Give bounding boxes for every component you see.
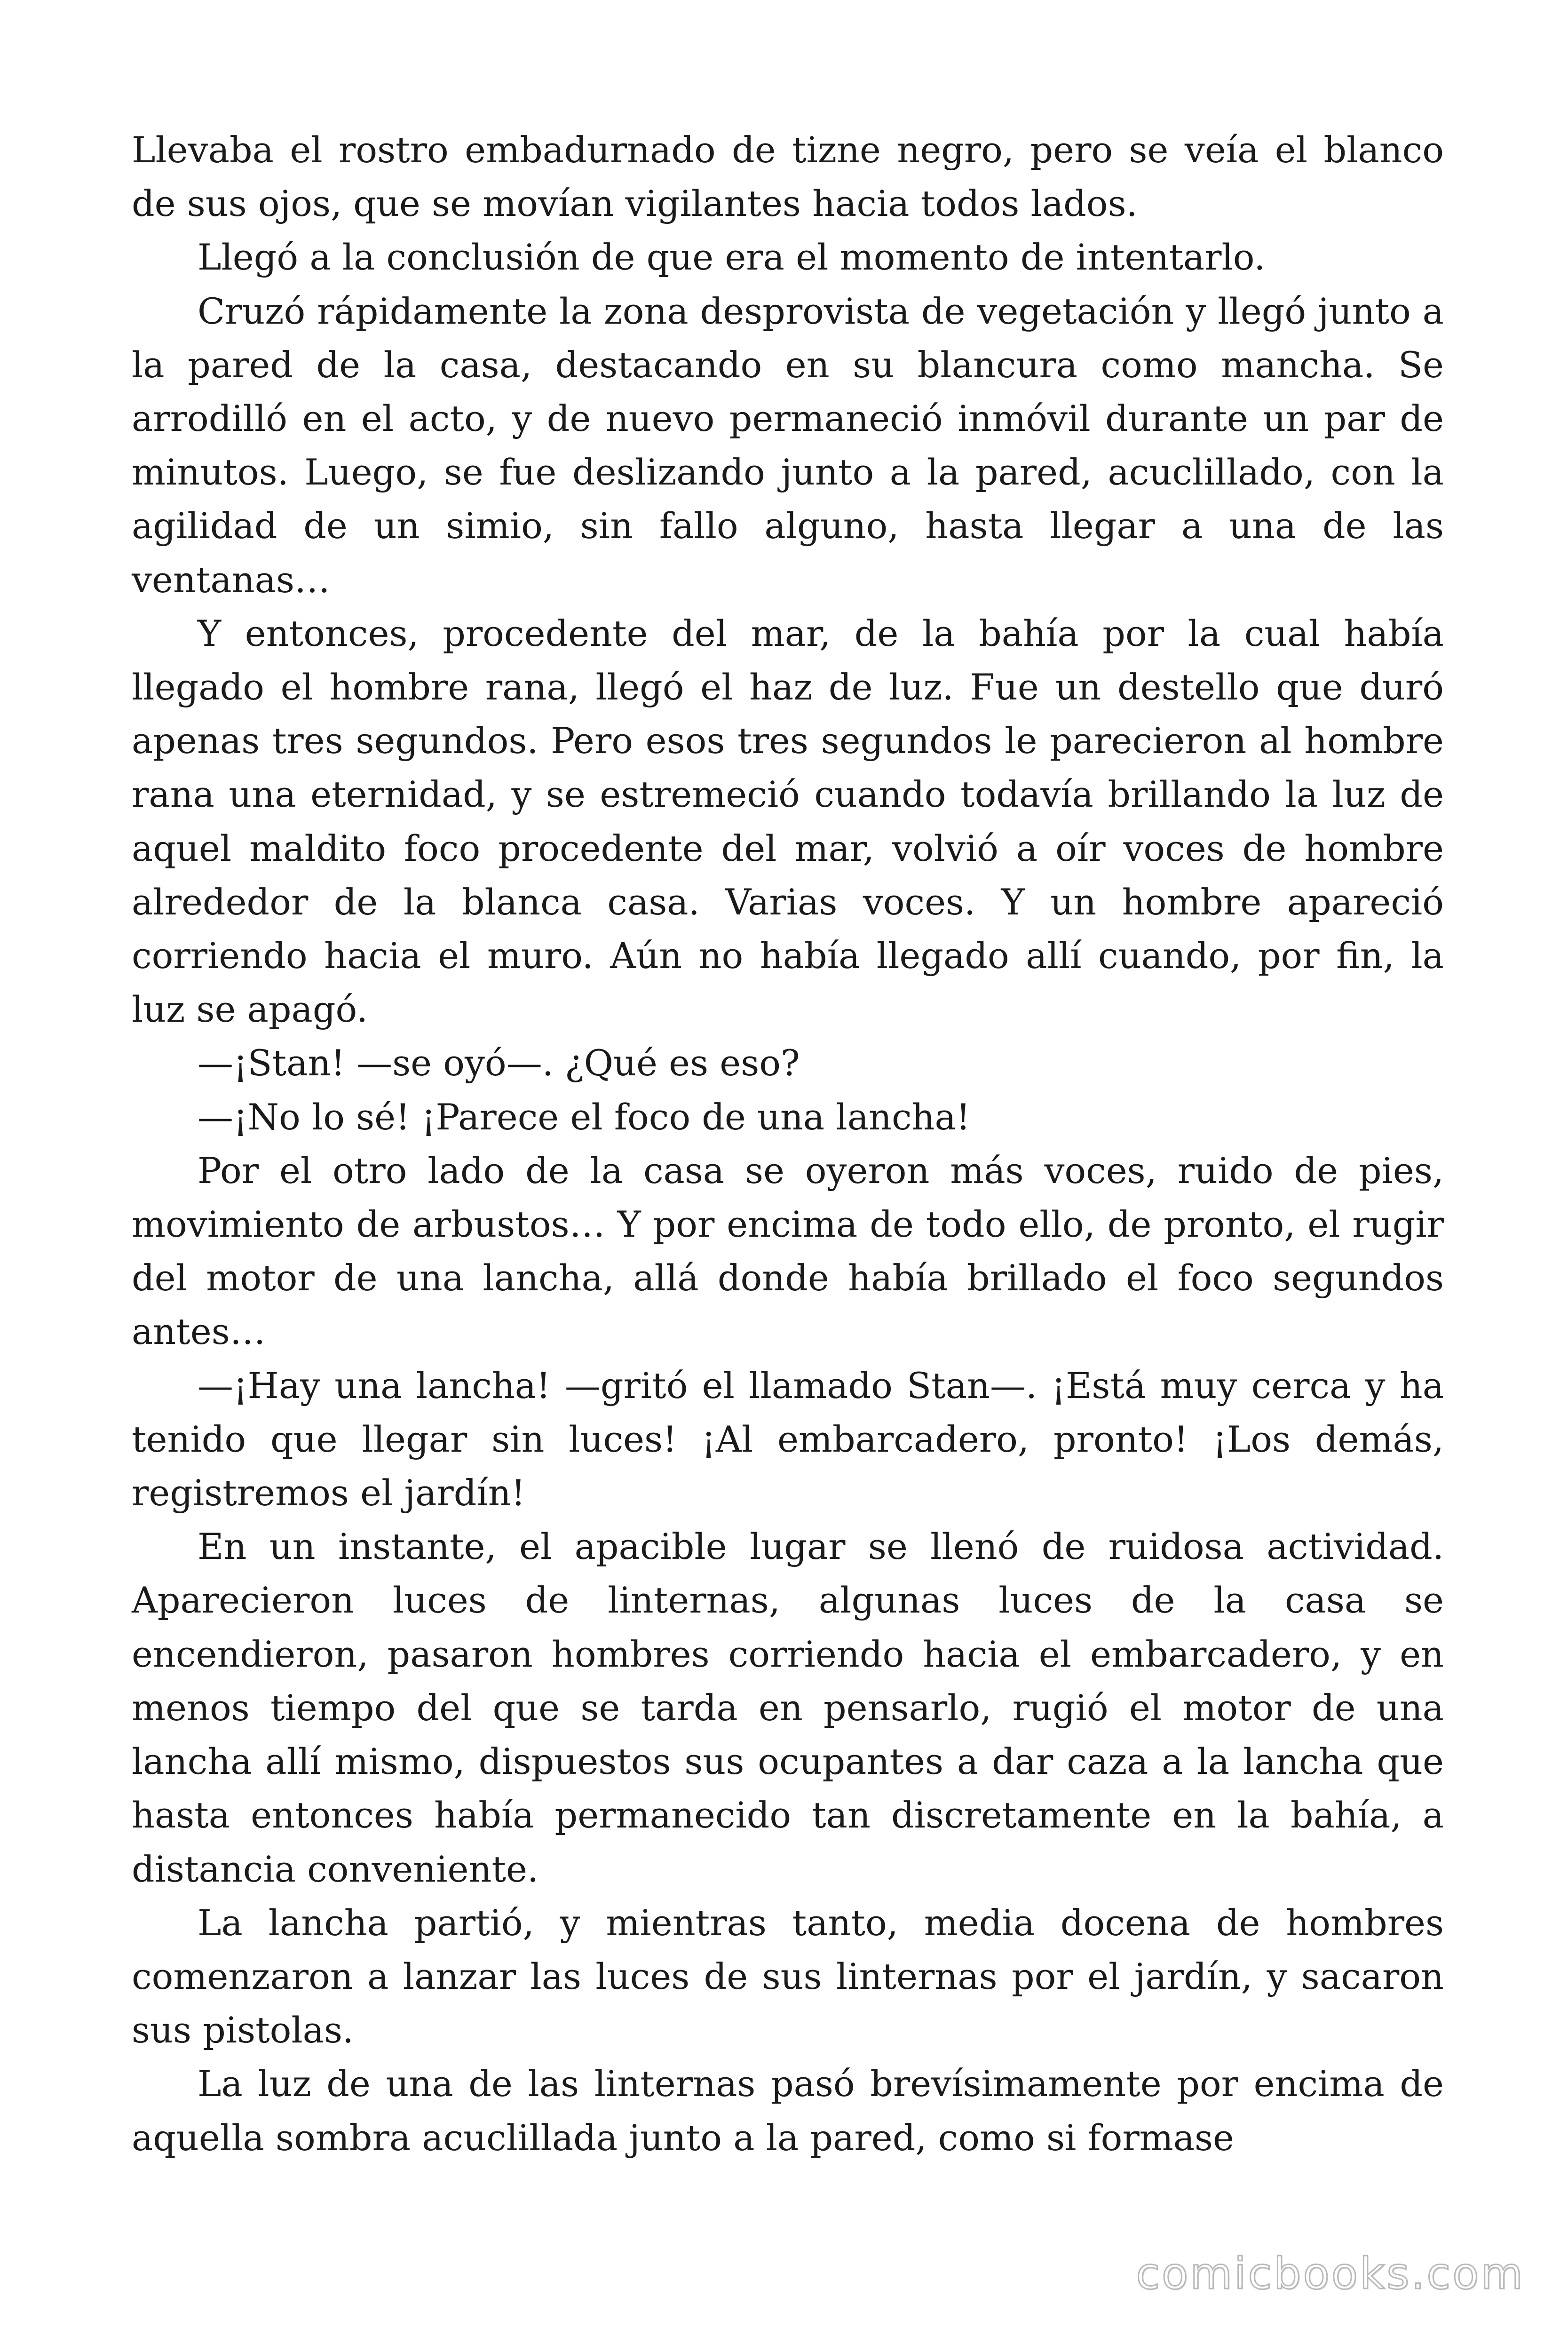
dialogue-line: —¡Hay una lancha! —gritó el llamado Stan—. ¡Está muy cerca y ha tenido que llegar sin luces! ¡Al embarcadero, pronto! ¡Los demás, registremos el jardín!: [132, 1364, 1444, 1514]
book-page-text: [132, 123, 1444, 2165]
dialogue-line: —¡No lo sé! ¡Parece el foco de una lancha!: [198, 1096, 971, 1138]
paragraph: Llevaba el rostro embadurnado de tizne negro, pero se veía el blanco de sus ojos, que se movían vigilantes hacia todos lados.: [132, 129, 1444, 225]
paragraph: En un instante, el apacible lugar se llenó de ruidosa actividad. Aparecieron luces de linternas, algunas luces de la casa se encendieron, pasaron hombres corriendo hacia el embarcadero, y en menos tiempo del que se tarda en pensarlo, rugió el motor de una lancha allí mismo, dispuestos sus ocupantes a dar caza a la lancha que hasta entonces había permanecido tan discretamente en la bahía, a distancia conveniente.: [132, 1526, 1444, 1890]
paragraph: Llegó a la conclusión de que era el momento de intentarlo.: [198, 236, 1266, 278]
paragraph: Por el otro lado de la casa se oyeron más voces, ruido de pies, movimiento de arbustos… Y por encima de todo ello, de pronto, el rugir del motor de una lancha, allá donde había brillado el foco segundos antes…: [132, 1149, 1444, 1353]
paragraph: Cruzó rápidamente la zona desprovista de vegetación y llegó junto a la pared de la casa, destacando en su blancura como mancha. Se arrodilló en el acto, y de nuevo permaneció inmóvil durante un par de minutos. Luego, se fue deslizando junto a la pared, acuclillado, con la agilidad de un simio, sin fallo alguno, hasta llegar a una de las ventanas…: [132, 290, 1444, 601]
watermark: comicbooks.com: [1136, 2249, 1525, 2299]
paragraph: La luz de una de las linternas pasó brevísimamente por encima de aquella sombra acuclillada junto a la pared, como si formase: [132, 2063, 1444, 2159]
paragraph: Y entonces, procedente del mar, de la bahía por la cual había llegado el hombre rana, llegó el haz de luz. Fue un destello que duró apenas tres segundos. Pero esos tres segundos le parecieron al hombre rana una eternidad, y se estremeció cuando todavía brillando la luz de aquel maldito foco procedente del mar, volvió a oír voces de hombre alrededor de la blanca casa. Varias voces. Y un hombre apareció corriendo hacia el muro. Aún no había llegado allí cuando, por fin, la luz se apagó.: [132, 612, 1444, 1031]
paragraph: La lancha partió, y mientras tanto, media docena de hombres comenzaron a lanzar las luces de sus linternas por el jardín, y sacaron sus pistolas.: [132, 1901, 1444, 2051]
dialogue-line: —¡Stan! —se oyó—. ¿Qué es eso?: [198, 1042, 800, 1084]
